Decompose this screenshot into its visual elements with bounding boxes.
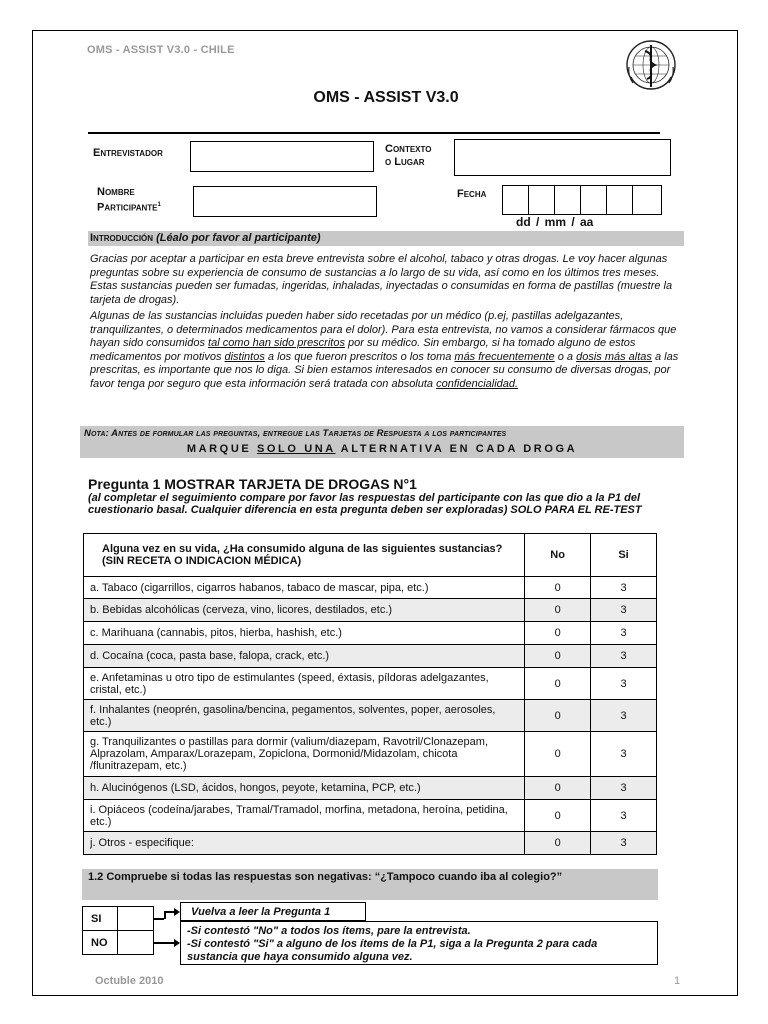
- date-cell-d2[interactable]: [529, 186, 555, 215]
- substance-label: f. Inhalantes (neoprén, gasolina/bencina, pegamentos, solventes, poper, aerosoles, etc.): [84, 700, 525, 732]
- form-title: OMS - ASSIST V3.0: [313, 89, 459, 106]
- substance-label: j. Otros - especifique:: [84, 832, 525, 855]
- date-cell-m2[interactable]: [581, 186, 607, 215]
- connector-line: [154, 942, 176, 944]
- substance-label: i. Opiáceos (codeína/jarabes, Tramal/Tramadol, morfina, metadona, heroína, petidina, etc.): [84, 800, 525, 832]
- substances-table: [83, 533, 657, 855]
- table-row: [84, 577, 657, 599]
- table-row: [84, 777, 657, 800]
- interviewer-label: Entrevistador: [93, 147, 163, 159]
- answer-no-cell[interactable]: 0: [525, 777, 591, 800]
- question1-title: Pregunta 1 MOSTRAR TARJETA DE DROGAS N°1: [88, 476, 417, 492]
- reread-instruction: Vuelva a leer la Pregunta 1: [180, 902, 366, 921]
- mark-one-instruction: MARQUE SOLO UNA ALTERNATIVA EN CADA DROGA: [186, 443, 578, 455]
- context-label: [385, 143, 431, 169]
- substance-label: g. Tranquilizantes o pastillas para dormir (valium/diazepam, Ravotril/Clonazepam, Alprazolam, Amparax/Lorazepam, Zopiclona, Dormonid/Midazolam, chicota /flunitrazepam, etc.): [84, 732, 525, 777]
- table-header-row: [84, 534, 657, 577]
- date-field[interactable]: [502, 185, 662, 215]
- date-format-hint: dd / mm / aa: [516, 215, 594, 229]
- context-label-line2: o Lugar: [385, 156, 425, 168]
- col-no-header: No: [525, 534, 591, 577]
- table-row: [84, 832, 657, 855]
- substance-label: a. Tabaco (cigarrillos, cigarros habanos, tabaco de mascar, pipa, etc.): [84, 577, 525, 599]
- q12-prompt: 1.2 Compruebe si todas las respuestas son negativas: “¿Tampoco cuando iba al colegio?”: [82, 869, 658, 900]
- substance-label: d. Cocaína (coca, pasta base, falopa, crack, etc.): [84, 645, 525, 668]
- answer-no-cell[interactable]: 0: [525, 622, 591, 645]
- connector-line: [154, 918, 164, 920]
- date-cell-m1[interactable]: [555, 186, 581, 215]
- who-emblem-icon: [623, 37, 679, 93]
- intro-paragraph-1: Gracias por aceptar a participar en esta breve entrevista sobre el alcohol, tabaco y otras drogas. Le voy hacer algunas preguntas sobre su experiencia de consumo de sustancias a lo largo de su vida, así como en los últimos tres meses. Estas sustancias pueden ser fumadas, ingeridas, inhaladas, inyectadas o consumidas en forma de pastillas (muestre la tarjeta de drogas).: [90, 253, 673, 306]
- context-label-line1: Contexto: [385, 143, 432, 155]
- answer-si-cell[interactable]: 3: [591, 732, 657, 777]
- table-row: [84, 668, 657, 700]
- note-banner: [80, 426, 684, 458]
- substance-label: b. Bebidas alcohólicas (cerveza, vino, licores, destilados, etc.): [84, 599, 525, 622]
- q12-si-option: SI: [82, 906, 154, 931]
- context-field[interactable]: [454, 139, 671, 176]
- table-row: [84, 599, 657, 622]
- substance-label: e. Anfetaminas u otro tipo de estimulantes (speed, éxtasis, píldoras adelgazantes, cristal, etc.): [84, 668, 525, 700]
- question1-subtitle: (al completar el seguimiento compare por favor las respuestas del participante con las que dio a la P1 del cuestionario basal. Cualquier diferencia en esta pregunta deben ser exploradas) SOLO PARA EL RE-TEST: [88, 492, 642, 516]
- answer-no-cell[interactable]: 0: [525, 577, 591, 599]
- answer-no-cell[interactable]: 0: [525, 732, 591, 777]
- answer-si-cell[interactable]: 3: [591, 800, 657, 832]
- table-row: [84, 800, 657, 832]
- footer-date: Octuble 2010: [95, 975, 164, 987]
- answer-no-cell[interactable]: 0: [525, 599, 591, 622]
- date-label: Fecha: [457, 188, 487, 200]
- answer-si-cell[interactable]: 3: [591, 668, 657, 700]
- answer-no-cell[interactable]: 0: [525, 645, 591, 668]
- table-header-question: Alguna vez en su vida, ¿Ha consumido alguna de las siguientes sustancias? (SIN RECETA O INDICACION MÉDICA): [84, 534, 525, 577]
- answer-si-cell[interactable]: 3: [591, 700, 657, 732]
- date-cell-d1[interactable]: [503, 186, 529, 215]
- title-rule: [88, 132, 660, 134]
- answer-no-cell[interactable]: 0: [525, 668, 591, 700]
- answer-si-cell[interactable]: 3: [591, 832, 657, 855]
- q12-no-checkbox[interactable]: [117, 930, 153, 955]
- intro-paragraph-2: Algunas de las sustancias incluidas pueden haber sido recetadas por un médico (p.ej, pastillas adelgazantes, tranquilizantes, o determinados medicamentos para el dolor). Para esta entrevista, no vamos a considerar fármacos que hayan sido consumidos tal como han sido prescritos por su médico. Sin embargo, si ha tomado alguno de estos medicamentos por motivos distintos a los que fueron prescritos o los toma más frecuentemente o a dosis más altas a las prescritas, es importante que nos lo diga. Si bien estamos interesados en conocer su consumo de diversas drogas, por favor tenga por seguro que esta información será tratada con absoluta confidencialidad.: [90, 310, 679, 390]
- date-cell-y2[interactable]: [633, 186, 659, 215]
- substance-label: c. Marihuana (cannabis, pitos, hierba, hashish, etc.): [84, 622, 525, 645]
- participant-label-line2: Participante$^1$: [97, 201, 161, 214]
- answer-no-cell[interactable]: 0: [525, 832, 591, 855]
- table-row: [84, 645, 657, 668]
- date-cell-y1[interactable]: [607, 186, 633, 215]
- answer-si-cell[interactable]: 3: [591, 599, 657, 622]
- substance-label: h. Alucinógenos (LSD, ácidos, hongos, peyote, ketamina, PCP, etc.): [84, 777, 525, 800]
- participant-name-field[interactable]: [193, 186, 377, 217]
- table-row: [84, 732, 657, 777]
- table-row: [84, 622, 657, 645]
- answer-no-cell[interactable]: 0: [525, 800, 591, 832]
- answer-si-cell[interactable]: 3: [591, 645, 657, 668]
- answer-si-cell[interactable]: 3: [591, 577, 657, 599]
- q12-si-checkbox[interactable]: [117, 906, 153, 931]
- page-number: 1: [674, 975, 681, 987]
- answer-no-cell[interactable]: 0: [525, 700, 591, 732]
- running-header: OMS - ASSIST V3.0 - CHILE: [87, 44, 235, 56]
- answer-si-cell[interactable]: 3: [591, 777, 657, 800]
- skip-instructions: -Si contestó "No" a todos los ítems, pare la entrevista. -Si contestó "Si" a alguno de los ítems de la P1, siga a la Pregunta 2 para cada sustancia que haya consumido alguna vez.: [180, 921, 658, 965]
- col-si-header: Si: [591, 534, 657, 577]
- answer-si-cell[interactable]: 3: [591, 622, 657, 645]
- table-row: [84, 700, 657, 732]
- intro-heading: Introducción (Léalo por favor al participante): [88, 231, 684, 246]
- interviewer-field[interactable]: [190, 141, 374, 172]
- q12-no-option: NO: [82, 930, 154, 955]
- participant-label: [97, 186, 161, 215]
- form-page: [32, 30, 738, 996]
- participant-label-line1: Nombre: [97, 186, 135, 198]
- note-text: Nota: Antes de formular las preguntas, entregue las Tarjetas de Respuesta a los participantes: [84, 428, 507, 439]
